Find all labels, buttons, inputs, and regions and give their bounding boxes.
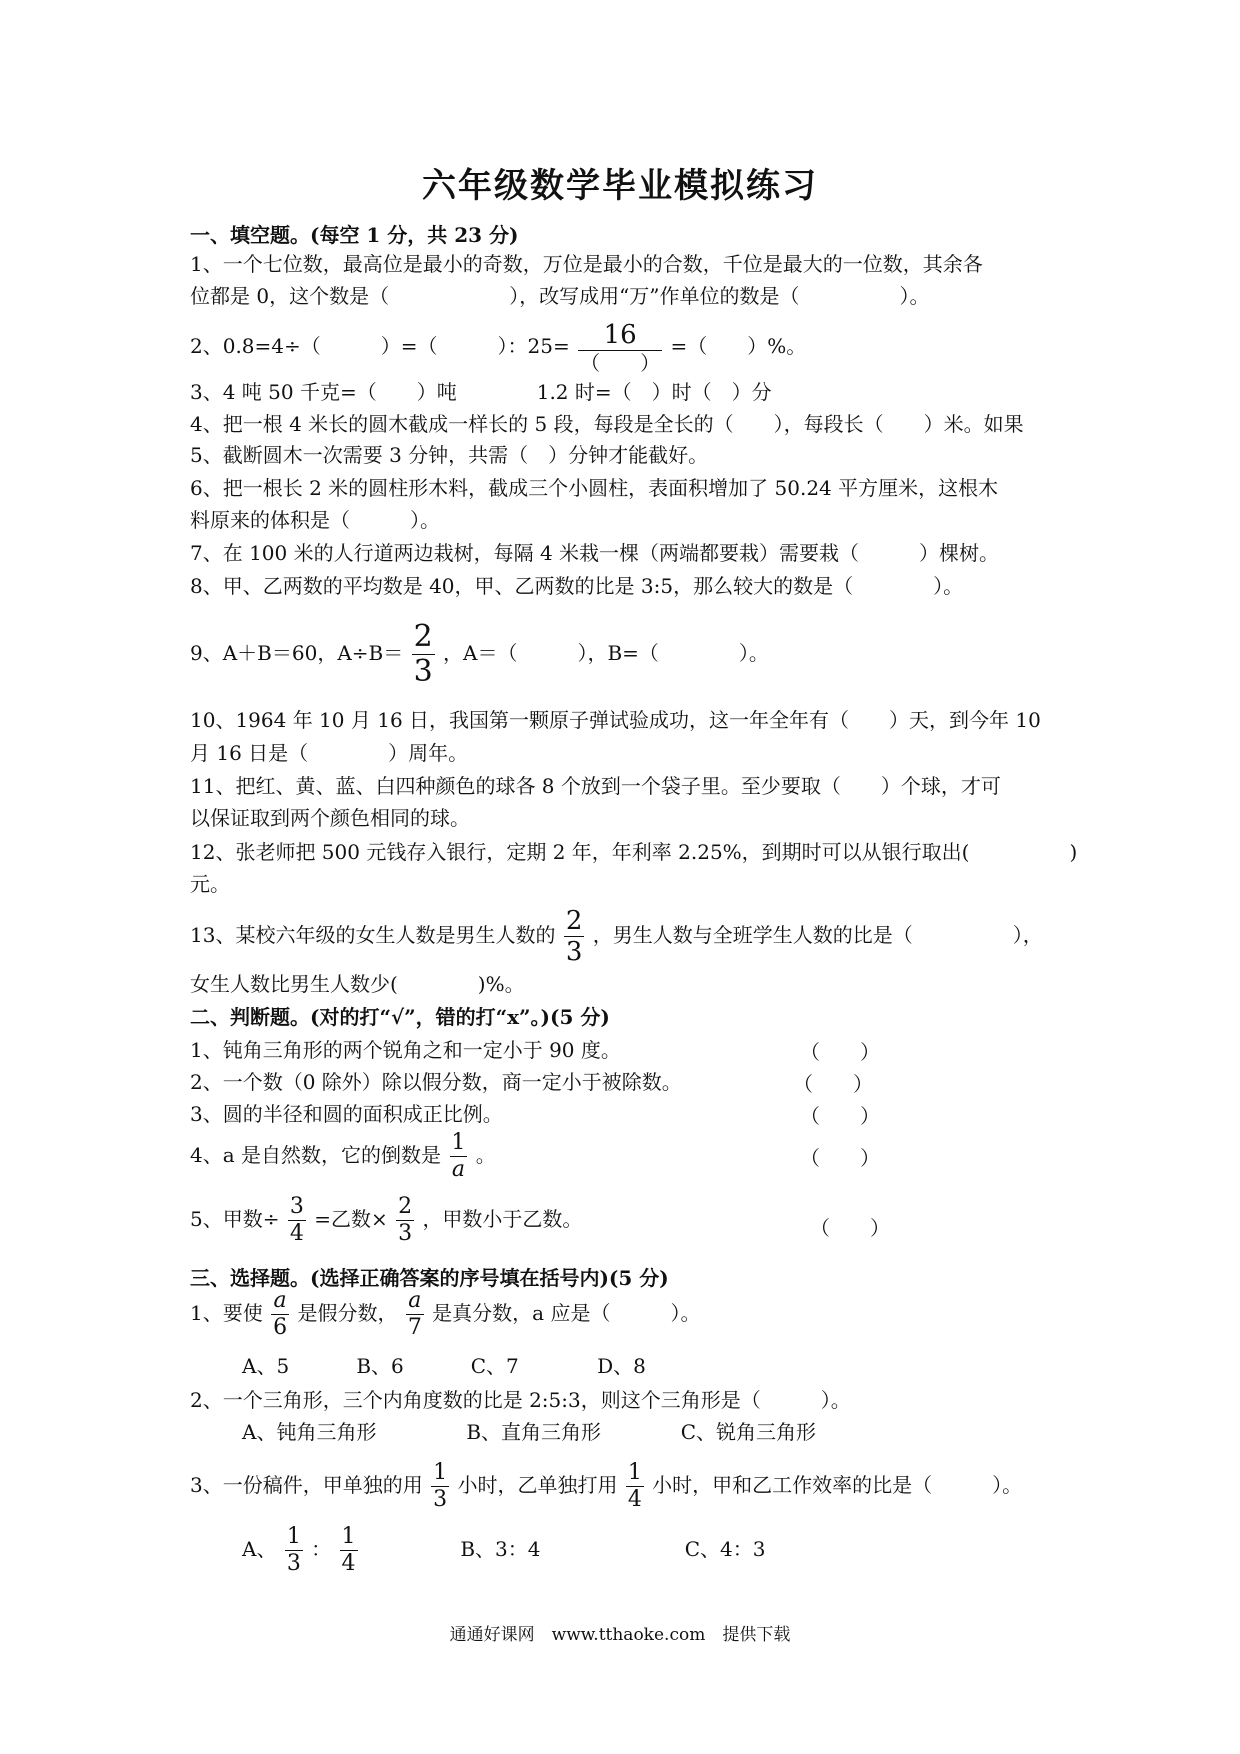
- s3-q1-fraction1: [271, 1290, 289, 1339]
- s3-q1-options: [242, 1352, 646, 1380]
- section1-heading: 一、填空题。(每空 1 分，共 23 分): [190, 223, 519, 247]
- s1-q9-denominator: 3: [413, 654, 433, 689]
- s2-q5-numerator2: 2: [398, 1194, 413, 1219]
- s3-q3-option-a-denominator1: 3: [286, 1551, 301, 1576]
- s3-q1-numerator2: a: [408, 1288, 422, 1313]
- s1-q9-suffix: ，A＝（ ），B=（ ）。: [443, 641, 769, 665]
- s1-q6-line2: 料原来的体积是（ ）。: [190, 508, 440, 532]
- s3-q3-options: [242, 1526, 765, 1575]
- s1-q3: 3、4 吨 50 千克=（ ）吨 1.2 时=（ ）时（ ）分: [190, 380, 772, 404]
- s3-q3-option-a-label: A、: [242, 1537, 277, 1561]
- s3-q3-fraction2: [626, 1462, 644, 1511]
- s1-q2-suffix: =（ ）%。: [670, 334, 807, 358]
- s1-q13-fraction: [564, 908, 585, 965]
- s3-q3: [190, 1462, 1022, 1511]
- s3-q1-prefix: 1、要使: [190, 1301, 263, 1325]
- s1-q4: 4、把一根 4 米长的圆木截成一样长的 5 段，每段是全长的（ ），每段长（ ）米。如果: [190, 412, 1024, 436]
- s3-q1-option-c: C、7: [470, 1354, 519, 1378]
- s2-q5-answer-paren: （ ）: [810, 1216, 890, 1240]
- s3-q3-option-a-denominator2: 4: [341, 1551, 356, 1576]
- s3-q3-prefix: 3、一份稿件，甲单独的用: [190, 1473, 423, 1497]
- page-footer: 通通好课网 www.tthaoke.com 提供下载: [449, 1625, 791, 1645]
- s3-q3-option-a-numerator2: 1: [341, 1524, 356, 1549]
- s2-q5-denominator2: 3: [398, 1221, 413, 1246]
- s1-q10-line2: 月 16 日是（ ）周年。: [190, 741, 469, 765]
- s1-q7: 7、在 100 米的人行道两边栽树，每隔 4 米栽一棵（两端都要栽）需要栽（ ）棵树。: [190, 541, 1000, 565]
- s2-q4-answer-paren: （ ）: [800, 1146, 880, 1170]
- s2-q4-denominator: a: [451, 1157, 465, 1182]
- s2-q3: 3、圆的半径和圆的面积成正比例。: [190, 1102, 503, 1126]
- s3-q3-numerator2: 1: [627, 1460, 642, 1485]
- s1-q9-prefix: 9、A＋B＝60，A÷B＝: [190, 641, 404, 665]
- s3-q1-numerator1: a: [273, 1288, 287, 1313]
- s1-q11-line2: 以保证取到两个颜色相同的球。: [190, 806, 470, 830]
- s2-q4-suffix: 。: [475, 1143, 496, 1167]
- s1-q13-suffix: ，男生人数与全班学生人数的比是（ ），: [592, 923, 1043, 947]
- s1-q13-denominator: 3: [565, 937, 583, 967]
- section2-heading: 二、判断题。(对的打“√”，错的打“x”。)(5 分): [190, 1005, 610, 1029]
- s3-q1-middle: 是假分数，: [297, 1301, 398, 1325]
- section3-heading: 三、选择题。(选择正确答案的序号填在括号内)(5 分): [190, 1266, 669, 1290]
- s2-q4: [190, 1132, 496, 1181]
- s2-q5: [190, 1196, 582, 1245]
- s1-q9-fraction: [412, 619, 435, 689]
- s1-q11-line1: 11、把红、黄、蓝、白四种颜色的球各 8 个放到一个袋子里。至少要取（ ）个球，才可: [190, 774, 1001, 798]
- s1-q12-line2: 元。: [190, 872, 230, 896]
- s3-q1: [190, 1290, 700, 1339]
- s2-q1: 1、钝角三角形的两个锐角之和一定小于 90 度。: [190, 1038, 621, 1062]
- s3-q1-denominator1: 6: [273, 1315, 288, 1340]
- s3-q3-option-c: C、4：3: [684, 1537, 766, 1561]
- s3-q1-option-d: D、8: [597, 1354, 646, 1378]
- s1-q13-prefix: 13、某校六年级的女生人数是男生人数的: [190, 923, 556, 947]
- s2-q5-suffix: ，甲数小于乙数。: [422, 1207, 583, 1231]
- s1-q2-fraction: [578, 322, 662, 373]
- s3-q3-numerator1: 1: [433, 1460, 448, 1485]
- s3-q3-option-a-fraction2: [340, 1526, 358, 1575]
- s3-q3-middle: 小时，乙单独打用: [457, 1473, 618, 1497]
- s1-q6-line1: 6、把一根长 2 米的圆柱形木料，截成三个小圆柱，表面积增加了 50.24 平方厘米，这根木: [190, 476, 999, 500]
- s2-q5-prefix: 5、甲数÷: [190, 1207, 280, 1231]
- s3-q2-options: [242, 1418, 816, 1446]
- s3-q3-option-a-numerator1: 1: [286, 1524, 301, 1549]
- s3-q3-option-a-separator: ：: [311, 1537, 332, 1561]
- s1-q2: [190, 322, 806, 373]
- s3-q2-option-a: A、钝角三角形: [242, 1420, 377, 1444]
- s1-q10-line1: 10、1964 年 10 月 16 日，我国第一颗原子弹试验成功，这一年全年有（ ）天，到今年 10: [190, 708, 1041, 732]
- s2-q4-fraction: [449, 1132, 467, 1181]
- s1-q2-numerator: 16: [603, 320, 637, 350]
- s1-q12-line1: 12、张老师把 500 元钱存入银行，定期 2 年，年利率 2.25%，到期时可以从银行取出( ): [190, 840, 1078, 864]
- s1-q13-numerator: 2: [565, 906, 583, 936]
- s3-q3-suffix: 小时，甲和乙工作效率的比是（ ）。: [652, 1473, 1023, 1497]
- s1-q8: 8、甲、乙两数的平均数是 40，甲、乙两数的比是 3:5，那么较大的数是（ ）。: [190, 574, 964, 598]
- s2-q4-numerator: 1: [451, 1130, 466, 1155]
- s2-q5-fraction1: [288, 1196, 306, 1245]
- s3-q3-option-a: [242, 1526, 454, 1575]
- s3-q1-fraction2: [406, 1290, 424, 1339]
- s1-q2-denominator: （ ）: [580, 351, 661, 375]
- s3-q3-fraction1: [431, 1462, 449, 1511]
- s2-q5-numerator1: 3: [289, 1194, 304, 1219]
- s2-q1-answer-paren: （ ）: [800, 1040, 880, 1064]
- s1-q13-line2: 女生人数比男生人数少( )%。: [190, 972, 525, 996]
- s2-q5-denominator1: 4: [289, 1221, 304, 1246]
- s2-q5-fraction2: [396, 1196, 414, 1245]
- s1-q9: [190, 619, 769, 689]
- s1-q9-numerator: 2: [413, 619, 433, 654]
- s1-q2-prefix: 2、0.8=4÷（ ）=（ ）：25=: [190, 334, 570, 358]
- s3-q3-denominator2: 4: [627, 1487, 642, 1512]
- s3-q2-option-c: C、锐角三角形: [680, 1420, 817, 1444]
- s3-q3-option-a-fraction1: [285, 1526, 303, 1575]
- s3-q1-option-a: A、5: [242, 1354, 290, 1378]
- s2-q2: 2、一个数（0 除外）除以假分数，商一定小于被除数。: [190, 1070, 682, 1094]
- s2-q3-answer-paren: （ ）: [800, 1104, 880, 1128]
- s3-q1-suffix: 是真分数，a 应是（ ）。: [432, 1301, 701, 1325]
- page-title: 六年级数学毕业模拟练习: [422, 166, 818, 206]
- s1-q13: [190, 908, 1043, 965]
- s1-q1-line2: 位都是 0，这个数是（ ），改写成用“万”作单位的数是（ ）。: [190, 284, 930, 308]
- s3-q1-option-b: B、6: [356, 1354, 404, 1378]
- s2-q5-middle: =乙数×: [314, 1207, 388, 1231]
- s3-q1-denominator2: 7: [407, 1315, 422, 1340]
- s2-q4-prefix: 4、a 是自然数，它的倒数是: [190, 1143, 442, 1167]
- s1-q1-line1: 1、一个七位数，最高位是最小的奇数，万位是最小的合数，千位是最大的一位数，其余各: [190, 252, 983, 276]
- s3-q3-option-b: B、3：4: [460, 1537, 541, 1561]
- s3-q2-option-b: B、直角三角形: [466, 1420, 602, 1444]
- s1-q5: 5、截断圆木一次需要 3 分钟，共需（ ）分钟才能截好。: [190, 443, 709, 467]
- s3-q2: 2、一个三角形，三个内角度数的比是 2:5:3，则这个三角形是（ ）。: [190, 1388, 851, 1412]
- s3-q3-denominator1: 3: [433, 1487, 448, 1512]
- s2-q2-answer-paren: （ ）: [793, 1072, 873, 1096]
